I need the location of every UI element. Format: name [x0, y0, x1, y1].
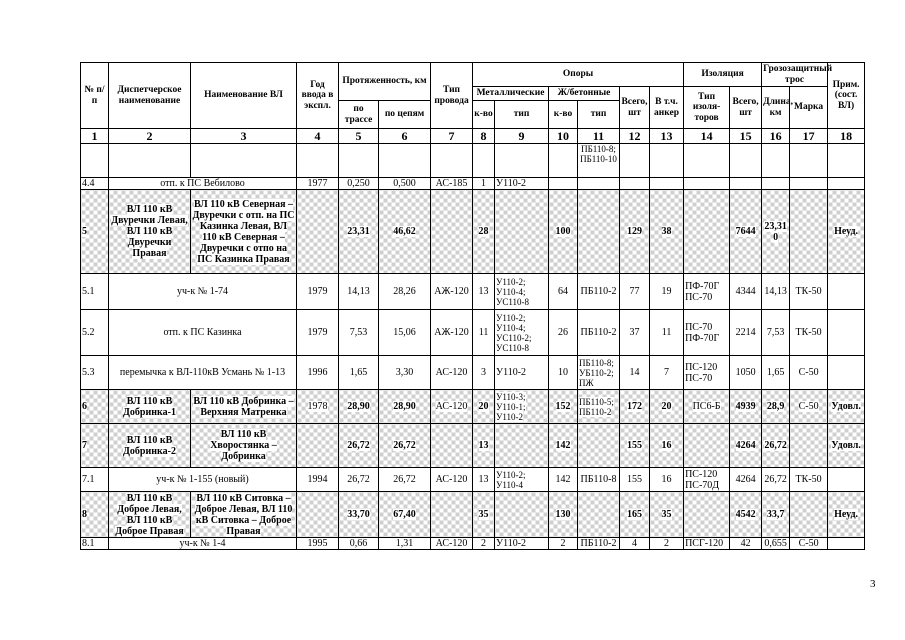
cell-concrete-type: ПБ110-5; ПБ110-2: [579, 396, 614, 417]
cell-circuits: 3,30: [379, 356, 431, 390]
cell-concrete-count: 142: [555, 440, 571, 451]
cell-cable-brand: ТК-50: [790, 468, 828, 492]
cell-anchor: 7: [650, 356, 684, 390]
cell-circuits: 0,500: [379, 178, 431, 190]
col-num: 4: [297, 129, 339, 144]
cell-anchor: 16: [650, 468, 684, 492]
cell-concrete-type: ПБ110-8: [578, 468, 620, 492]
cell-cable-length: 14,13: [762, 274, 790, 310]
cell-total: 155: [620, 468, 650, 492]
cell-num: 5.2: [81, 310, 109, 356]
cell-anchor: 16: [661, 440, 672, 451]
cell-metal-count: 2: [473, 538, 495, 550]
cell-metal-count: 35: [478, 509, 489, 520]
cell-cable-length: 28,9: [766, 401, 785, 412]
col-num: 14: [684, 129, 730, 144]
cell-anchor: 2: [650, 538, 684, 550]
h-route: по трассе: [339, 101, 379, 129]
cell-insulator-total: 42: [730, 538, 762, 550]
cell-metal-type: У110-3; У110-1; У110-2: [496, 391, 526, 422]
h-insulator-type: Тип изоля-торов: [684, 87, 730, 129]
power-lines-table: [80, 62, 865, 550]
col-num: 17: [790, 129, 828, 144]
cell-insulator-total: 4264: [735, 440, 756, 451]
col-num: 5: [339, 129, 379, 144]
cell-line-name: ВЛ 110 кВ Северная – Двуречки с отп. на ПС Казинка Левая, ВЛ 110 кВ Северная – Двуречки с отпо на ПС Казинка Правая: [192, 198, 295, 265]
h-metal-count: к-во: [473, 101, 495, 129]
table-row-8: [81, 492, 865, 538]
cell-note: Неуд.: [834, 509, 859, 520]
cell-section-name: уч-к № 1-155 (новый): [109, 468, 297, 492]
cell-section-name: отп. к ПС Казинка: [109, 310, 297, 356]
cell-year: 1979: [297, 274, 339, 310]
cell-anchor: 20: [661, 401, 672, 412]
cell-insulator-total: 1050: [730, 356, 762, 390]
cell-dispatch-name: ВЛ 110 кВ Двуречки Левая, ВЛ 110 кВ Двуречки Правая: [111, 204, 188, 259]
cell-metal-type: У110-2; У110-4; УС110-2; УС110-8: [495, 310, 549, 356]
cell-anchor: 11: [650, 310, 684, 356]
cell-line-name: ВЛ 110 кВ Добринка – Верхняя Матренка: [193, 395, 294, 418]
table-row-5-1: [81, 274, 865, 310]
cell-year: 1996: [297, 356, 339, 390]
h-cable-length: Длина, км: [762, 87, 790, 129]
cell-insulator-type: ПФ-70Г ПС-70: [684, 274, 730, 310]
cell-num: 5.1: [81, 274, 109, 310]
cell-section-name: перемычка к ВЛ-110кВ Усмань № 1-13: [109, 356, 297, 390]
h-insulation: Изоляция: [684, 63, 762, 87]
cell-anchor: 19: [650, 274, 684, 310]
h-metal-type: тип: [495, 101, 549, 129]
cell-cable-length: 1,65: [762, 356, 790, 390]
cell-route: 0,66: [339, 538, 379, 550]
h-concrete-count: к-во: [549, 101, 578, 129]
cell-line-name: ВЛ 110 кВ Ситовка – Доброе Левая, ВЛ 110 кВ Ситовка – Доброе Правая: [194, 492, 293, 537]
cell-circuits: 26,72: [393, 440, 416, 451]
col-num: 18: [828, 129, 865, 144]
cell-num: 7: [82, 440, 87, 451]
cell-wire: АЖ-120: [431, 310, 473, 356]
cell-total: 129: [627, 226, 643, 237]
cell-year: 1979: [297, 310, 339, 356]
cell-insulator-type: ПС-120 ПС-70Д: [684, 468, 730, 492]
cell-concrete-count: 64: [549, 274, 578, 310]
col-num: 12: [620, 129, 650, 144]
cell-total: 155: [627, 440, 643, 451]
cell-cable-brand: ТК-50: [790, 310, 828, 356]
cell-route: 33,70: [347, 509, 370, 520]
cell-circuits: 1,31: [379, 538, 431, 550]
cell-note: Неуд.: [834, 226, 859, 237]
cell-circuits: 28,26: [379, 274, 431, 310]
cell-metal-count: 13: [473, 468, 495, 492]
cell-section-name: уч-к № 1-74: [109, 274, 297, 310]
cell-metal-count: 3: [473, 356, 495, 390]
cell-metal-type: У110-2; У110-4; УС110-8: [495, 274, 549, 310]
cell-year: 1995: [297, 538, 339, 550]
cell-num: 5: [82, 226, 87, 237]
col-num: 16: [762, 129, 790, 144]
col-num: 11: [578, 129, 620, 144]
cell-insulator-type: ПС6-Б: [692, 401, 721, 412]
cell-metal-count: 20: [478, 401, 489, 412]
cell-total: 37: [620, 310, 650, 356]
cell-wire: АС-120: [431, 468, 473, 492]
cell-insulator-total: 4264: [730, 468, 762, 492]
table-row-6: [81, 390, 865, 424]
cell-wire: АС-120: [431, 356, 473, 390]
cell-route: 26,72: [339, 468, 379, 492]
cell-num: 7.1: [81, 468, 109, 492]
cell-insulator-total: 2214: [730, 310, 762, 356]
cell-cable-length: 33,7: [766, 509, 785, 520]
col-num: 2: [109, 129, 191, 144]
table-row-4-4: [81, 178, 865, 190]
cell-concrete-type: ПБ110-2: [578, 310, 620, 356]
col-num: 13: [650, 129, 684, 144]
cell-wire: АЖ-120: [431, 274, 473, 310]
cell-insulator-total: 4939: [735, 401, 756, 412]
cell-note: Удовл.: [831, 440, 861, 451]
cell-insulator-type: ПС-70 ПФ-70Г: [684, 310, 730, 356]
cell-total: 165: [627, 509, 643, 520]
cell-concrete-type: ПБ110-8; ПБ110-10: [578, 144, 620, 178]
cell-wire: АС-120: [435, 401, 468, 412]
h-wire-type: Тип провода: [431, 63, 473, 129]
cell-cable-brand: С-50: [798, 401, 819, 412]
cell-route: 26,72: [347, 440, 370, 451]
h-insulator-total: Всего, шт: [730, 87, 762, 129]
cell-route: 14,13: [339, 274, 379, 310]
cell-metal-type: У110-2: [495, 356, 549, 390]
cell-num: 6: [82, 401, 87, 412]
h-dispatch-name: Диспетчерское наименование: [109, 63, 191, 129]
h-ground-cable: Грозозащитный трос: [763, 64, 833, 85]
col-num: 1: [81, 129, 109, 144]
cell-anchor: 38: [661, 226, 672, 237]
table-row-5-3: [81, 356, 865, 390]
col-num: 10: [549, 129, 578, 144]
cell-concrete-count: 130: [555, 509, 571, 520]
cell-metal-count: 13: [473, 274, 495, 310]
cell-concrete-count: 152: [555, 401, 571, 412]
cell-concrete-type: ПБ110-8; УБ110-2; ПЖ: [578, 356, 620, 390]
cell-cable-brand: С-50: [790, 356, 828, 390]
h-cable-brand: Марка: [790, 87, 828, 129]
col-num: 8: [473, 129, 495, 144]
cell-cable-length: 26,72: [764, 440, 787, 451]
column-numbers-row: [81, 129, 865, 144]
page-number: 3: [870, 578, 876, 590]
cell-total: 4: [620, 538, 650, 550]
h-year: Год ввода в экспл.: [297, 63, 339, 129]
cell-metal-type: У110-2: [495, 178, 549, 190]
cell-total: 172: [627, 401, 643, 412]
cell-concrete-count: 2: [549, 538, 578, 550]
cell-num: 5.3: [81, 356, 109, 390]
col-num: 6: [379, 129, 431, 144]
cell-note: Удовл.: [831, 401, 861, 412]
cell-cable-brand: ТК-50: [790, 274, 828, 310]
col-num: 9: [495, 129, 549, 144]
h-total: Всего, шт: [620, 87, 650, 129]
cell-dispatch-name: ВЛ 110 кВ Доброе Левая, ВЛ 110 кВ Доброе Правая: [115, 492, 184, 537]
h-supports: Опоры: [473, 63, 684, 87]
cell-anchor: 35: [661, 509, 672, 520]
col-num: 7: [431, 129, 473, 144]
cell-cable-length: 26,72: [762, 468, 790, 492]
cell-circuits: 15,06: [379, 310, 431, 356]
cell-cable-length: 0,655: [762, 538, 790, 550]
cell-circuits: 67,40: [393, 509, 416, 520]
cell-route: 1,65: [339, 356, 379, 390]
h-line-name: Наименование ВЛ: [191, 63, 297, 129]
cell-num: 4.4: [81, 178, 109, 190]
table-row-continuation: [81, 144, 865, 178]
cell-concrete-count: 100: [555, 226, 571, 237]
cell-cable-brand: С-50: [790, 538, 828, 550]
cell-cable-length: 7,53: [762, 310, 790, 356]
cell-concrete-count: 10: [549, 356, 578, 390]
cell-section-name: уч-к № 1-4: [109, 538, 297, 550]
cell-metal-count: 28: [478, 226, 489, 237]
h-length: Протяженность, км: [339, 63, 431, 101]
cell-metal-count: 13: [478, 440, 489, 451]
cell-concrete-count: 26: [549, 310, 578, 356]
cell-num: 8: [82, 509, 87, 520]
table-row-7: [81, 424, 865, 468]
cell-cable-length: 23,310: [764, 220, 787, 243]
cell-route: 23,31: [347, 226, 370, 237]
h-anchor: В т.ч. анкер: [650, 87, 684, 129]
cell-circuits: 28,90: [393, 401, 416, 412]
col-num: 15: [730, 129, 762, 144]
cell-concrete-type: ПБ110-2: [578, 538, 620, 550]
cell-circuits: 46,62: [393, 226, 416, 237]
cell-metal-type: У110-2: [495, 538, 549, 550]
cell-concrete-type: ПБ110-2: [578, 274, 620, 310]
h-num: № п/п: [81, 63, 109, 129]
cell-metal-count: 11: [473, 310, 495, 356]
h-circuits: по цепям: [379, 101, 431, 129]
cell-wire: АС-120: [431, 538, 473, 550]
cell-insulator-type: ПСГ-120: [684, 538, 730, 550]
cell-year: 1994: [297, 468, 339, 492]
h-note: Прим. (сост. ВЛ): [828, 63, 865, 129]
cell-metal-type: У110-2; У110-4: [495, 468, 549, 492]
cell-route: 0,250: [339, 178, 379, 190]
cell-total: 77: [620, 274, 650, 310]
cell-year: 1977: [297, 178, 339, 190]
table-row-8-1: [81, 538, 865, 550]
header-row-1: [81, 63, 865, 87]
cell-insulator-type: ПС-120 ПС-70: [684, 356, 730, 390]
cell-wire: АС-185: [431, 178, 473, 190]
cell-total: 14: [620, 356, 650, 390]
cell-num: 8.1: [81, 538, 109, 550]
table-row-7-1: [81, 468, 865, 492]
cell-metal-count: 1: [473, 178, 495, 190]
cell-concrete-count: 142: [549, 468, 578, 492]
cell-dispatch-name: ВЛ 110 кВ Добринка-1: [123, 395, 176, 418]
cell-route: 7,53: [339, 310, 379, 356]
h-concrete-type: тип: [578, 101, 620, 129]
table-row-5: [81, 190, 865, 274]
cell-insulator-total: 4542: [735, 509, 756, 520]
cell-dispatch-name: ВЛ 110 кВ Добринка-2: [123, 434, 176, 457]
table-row-5-2: [81, 310, 865, 356]
h-metal: Металлические: [473, 87, 549, 101]
cell-section-name: отп. к ПС Вебилово: [109, 178, 297, 190]
cell-route: 28,90: [347, 401, 370, 412]
cell-year: 1978: [307, 401, 328, 412]
cell-insulator-total: 4344: [730, 274, 762, 310]
cell-line-name: ВЛ 110 кВ Хворостянка – Добринка: [210, 429, 277, 462]
col-num: 3: [191, 129, 297, 144]
cell-circuits: 26,72: [379, 468, 431, 492]
h-concrete: Ж/бетонные: [549, 87, 620, 101]
cell-insulator-total: 7644: [735, 226, 756, 237]
